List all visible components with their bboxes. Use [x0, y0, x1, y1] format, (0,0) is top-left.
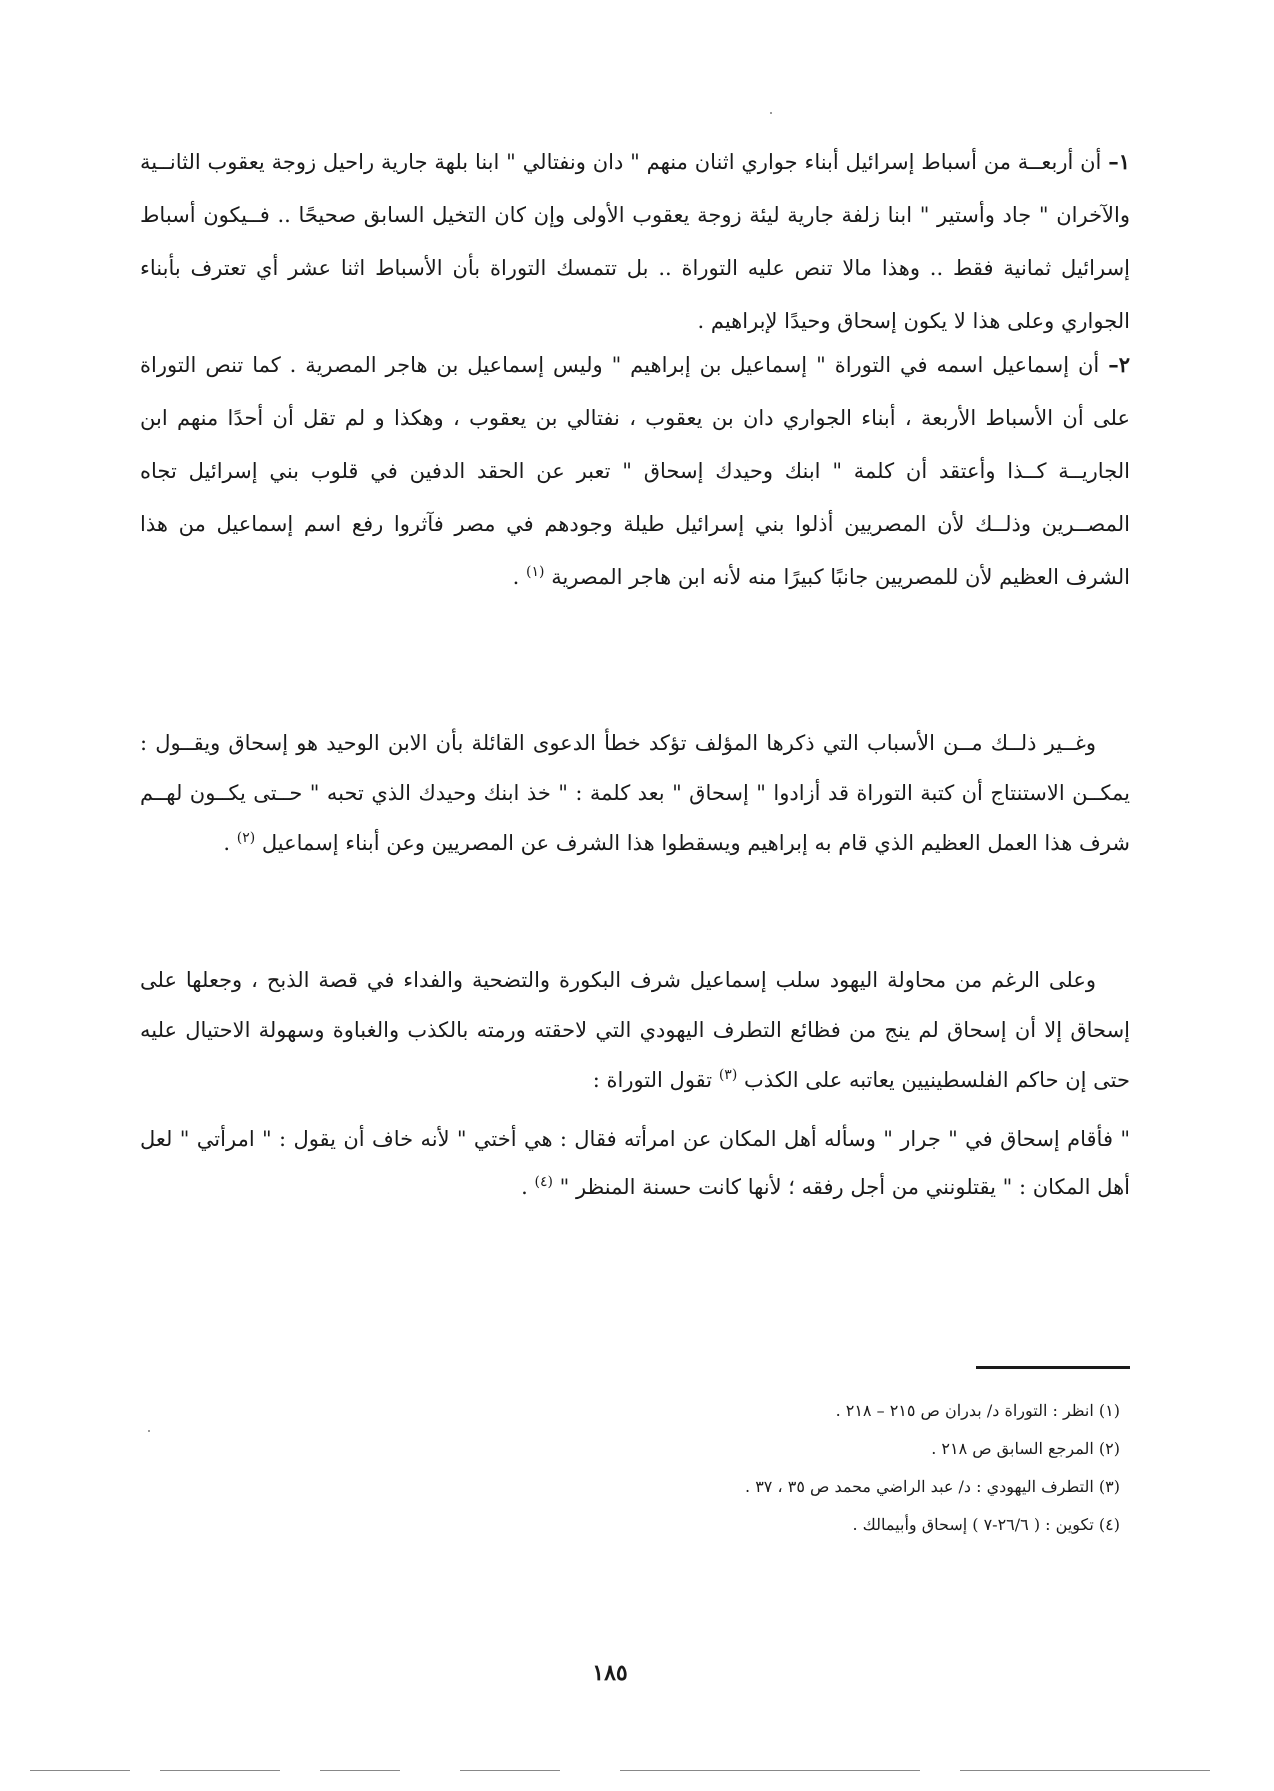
item-text: أن إسماعيل اسمه في التوراة " إسماعيل بن إبراهيم " وليس إسماعيل بن هاجر المصرية . كما تنص التوراة على أن الأسباط الأربعة ، أبناء الجواري دان بن يعقوب ، نفتالي بن يعقوب ، وهكذا و لم تقل أن أحدًا منهم ابن الجاريــة كــذا وأعتقد أن كلمة " ابنك وحيدك إسحاق " تعبر عن الحقد الدفين في قلوب بني إسرائيل تجاه المصــرين وذلــك لأن المصريين أذلوا بني إسرائيل طيلة وجودهم في مصر فآثروا رفع اسم إسماعيل من هذا الشرف العظيم لأن للمصريين جانبًا كبيرًا منه لأنه ابن هاجر المصرية [140, 353, 1130, 589]
numbered-item-2 [140, 338, 1130, 604]
footnote-2: (٢) المرجع السابق ص ٢١٨ . [931, 1439, 1120, 1458]
scan-edge-mark [620, 1770, 920, 1771]
paragraph [140, 718, 1130, 868]
numbered-item-1 [140, 135, 1130, 348]
footnote-ref: (٣) [718, 1067, 738, 1083]
paragraph-end: تقول التوراة : [592, 1068, 713, 1092]
footnote-separator [976, 1366, 1130, 1369]
quote-end: . [521, 1175, 528, 1199]
scan-edge-mark [160, 1770, 280, 1771]
footnote-ref: (١) [526, 564, 545, 580]
item-number: ٢– [1108, 352, 1130, 377]
paragraph-end: . [223, 831, 231, 855]
scan-speck [148, 1430, 150, 1432]
torah-quote [140, 1115, 1130, 1211]
footnote-1: (١) انظر : التوراة د/ بدران ص ٢١٥ – ٢١٨ . [835, 1401, 1120, 1420]
footnotes [600, 1392, 1120, 1544]
footnote-ref: (٤) [534, 1174, 553, 1190]
item-end: . [512, 565, 520, 589]
item-text: أن أربعــة من أسباط إسرائيل أبناء جواري اثنان منهم " دان ونفتالي " ابنا بلهة جارية راحيل زوجة يعقوب الثانــية والآخران " جاد وأستير " ابنا زلفة جارية ليئة زوجة يعقوب الأولى وإن كان التخيل السابق صحيحًا .. فــيكون أسباط إسرائيل ثمانية فقط .. وهذا مالا تنص عليه التوراة .. بل تتمسك التوراة بأن الأسباط اثنا عشر أي تعترف بأبناء الجواري وعلى هذا لا يكون إسحاق وحيدًا لإبراهيم . [140, 150, 1130, 333]
paragraph [140, 955, 1130, 1105]
page-number: ١٨٥ [592, 1660, 628, 1686]
scan-edge-mark [460, 1770, 560, 1771]
footnote-3: (٣) التطرف اليهودي : د/ عبد الراضي محمد ص ٣٥ ، ٣٧ . [745, 1477, 1120, 1496]
quote-text: " فأقام إسحاق في " جرار " وسأله أهل المكان عن امرأته فقال : هي أختي " لأنه خاف أن يقول : " امرأتي " لعل أهل المكان : " يقتلونني من أجل رفقه ؛ لأنها كانت حسنة المنظر " [140, 1127, 1130, 1199]
item-number: ١– [1108, 149, 1130, 174]
scan-speck [770, 112, 772, 114]
paragraph-text: وعلى الرغم من محاولة اليهود سلب إسماعيل شرف البكورة والتضحية والفداء في قصة الذبح ، وجعلها على إسحاق إلا أن إسحاق لم ينج من فظائع التطرف اليهودي التي لاحقته ورمته بالكذب والغباوة وسهولة الاحتيال عليه حتى إن حاكم الفلسطينيين يعاتبه على الكذب [140, 968, 1130, 1092]
footnote-ref: (٢) [236, 830, 256, 846]
scan-edge-mark [30, 1770, 130, 1771]
footnote-4: (٤) تكوين : ( ٢٦/٦-٧ ) إسحاق وأبيمالك . [852, 1515, 1120, 1534]
paragraph-text: وغــير ذلــك مــن الأسباب التي ذكرها المؤلف تؤكد خطأ الدعوى القائلة بأن الابن الوحيد هو إسحاق ويقــول : يمكــن الاستنتاج أن كتبة التوراة قد أزادوا " إسحاق " بعد كلمة : " خذ ابنك وحيدك الذي تحبه " حــتى يكــون لهــم شرف هذا العمل العظيم الذي قام به إبراهيم ويسقطوا هذا الشرف عن المصريين وعن أبناء إسماعيل [140, 731, 1130, 855]
scan-edge-mark [320, 1770, 400, 1771]
scan-edge-mark [960, 1770, 1210, 1771]
